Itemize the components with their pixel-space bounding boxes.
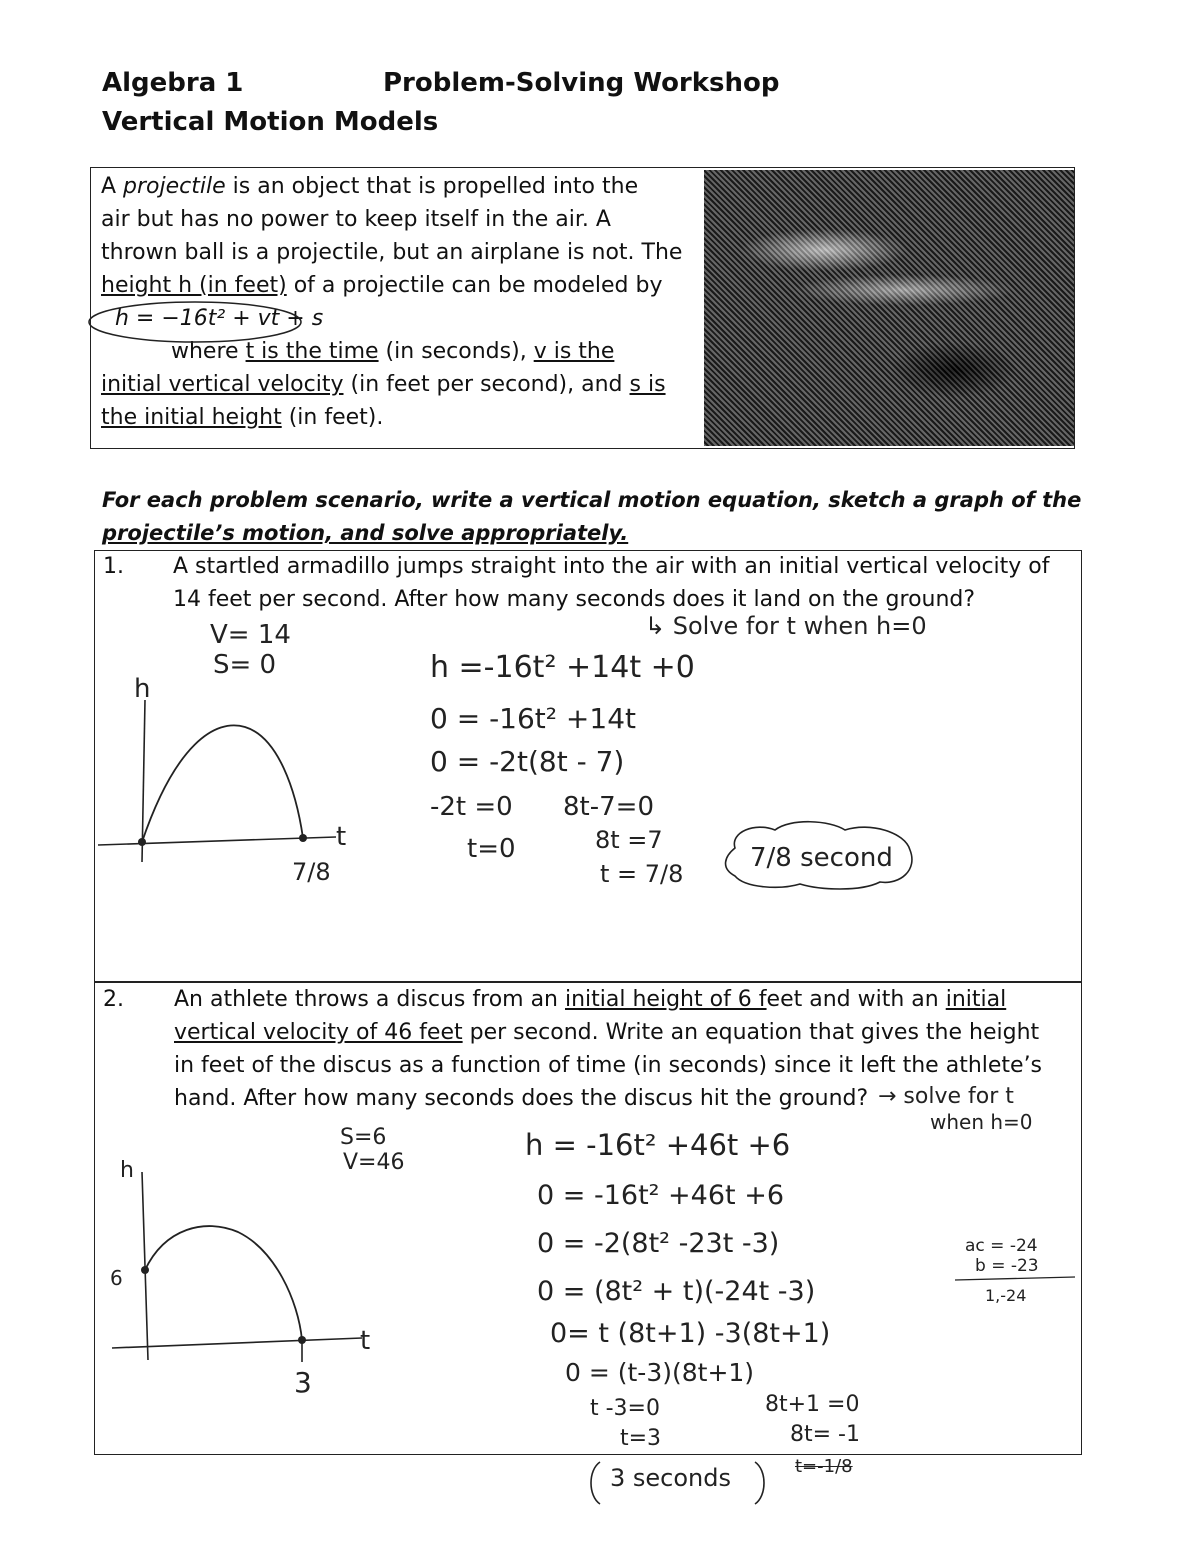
- intro-underlined: v is the: [533, 339, 615, 364]
- problem1-number: 1.: [103, 554, 124, 579]
- problem-underlined: initial: [945, 987, 1007, 1012]
- graph2-root-label: 3: [294, 1366, 312, 1399]
- struck-answer: t=-1/8: [795, 1456, 853, 1477]
- equation: t = 7/8: [600, 860, 684, 888]
- intro-text-e: (in seconds),: [378, 339, 534, 364]
- intro-text-f: (in feet per second), and: [343, 372, 630, 397]
- equation: 0 = -2(8t² -23t -3): [537, 1228, 780, 1259]
- model-formula: h = −16t² + vt + s: [115, 306, 324, 331]
- intro-text-d: where: [171, 339, 246, 364]
- problem-line: eet and with an: [766, 987, 946, 1012]
- given-v: V=46: [343, 1150, 405, 1175]
- instructions-line: For each problem scenario, write a vertical motion equation, sketch a graph of the: [102, 488, 1082, 512]
- intro-line: air but has no power to keep itself in the air. A: [101, 207, 611, 232]
- equation: -2t =0: [430, 792, 513, 822]
- graph2-t-axis: [112, 1338, 362, 1348]
- instructions-line: projectile’s motion, and solve appropriately.: [102, 521, 629, 545]
- problem2-note: → solve for t: [878, 1084, 1014, 1109]
- equation: t -3=0: [590, 1396, 660, 1421]
- intro-text-a: A: [101, 174, 124, 199]
- intro-underlined: height h (in feet): [101, 273, 287, 298]
- side-work: ac = -24: [965, 1236, 1038, 1256]
- graph2-parabola: [145, 1226, 302, 1340]
- graph2-t-label: t: [360, 1326, 371, 1356]
- given-v: V= 14: [210, 620, 291, 650]
- problem-line: in feet of the discus as a function of time (in seconds) since it left the athlete’s: [174, 1053, 1043, 1078]
- problem1-answer: 7/8 second: [750, 843, 893, 873]
- topic-title: Vertical Motion Models: [102, 107, 439, 137]
- graph2-h-label: h: [120, 1158, 134, 1183]
- side-work: b = -23: [975, 1256, 1039, 1276]
- equation: 0 = (t-3)(8t+1): [565, 1358, 755, 1387]
- course-title: Algebra 1: [102, 68, 244, 98]
- graph1-origin-point: [138, 838, 146, 846]
- side-work-divider: [955, 1277, 1075, 1280]
- problem-line: A startled armadillo jumps straight into the air with an initial vertical velocity of: [173, 554, 1050, 579]
- graph1-t-label: t: [336, 822, 347, 852]
- projectile-term: projectile: [123, 174, 226, 199]
- intro-text-c: of a projectile can be modeled by: [286, 273, 663, 298]
- equation: 8t =7: [595, 826, 663, 854]
- problem-underlined: initial height of 6 f: [565, 987, 767, 1012]
- intro-text-b: is an object that is propelled into the: [225, 174, 639, 199]
- equation: h =-16t² +14t +0: [430, 650, 695, 685]
- problem-line: hand. After how many seconds does the discus hit the ground?: [174, 1086, 869, 1111]
- equation: 8t+1 =0: [765, 1392, 860, 1417]
- given-s: S= 0: [213, 650, 277, 680]
- problem2-note: when h=0: [930, 1110, 1033, 1134]
- intro-line: thrown ball is a projectile, but an airplane is not. The: [101, 240, 683, 265]
- given-s: S=6: [340, 1125, 387, 1150]
- equation: 0= t (8t+1) -3(8t+1): [550, 1318, 831, 1349]
- equation: 8t-7=0: [563, 792, 654, 822]
- side-work: 1,-24: [985, 1286, 1027, 1305]
- equation: 0 = -16t² +14t: [430, 702, 636, 735]
- workshop-title: Problem-Solving Workshop: [383, 68, 780, 98]
- graph1-parabola: [142, 725, 303, 842]
- problem2-answer: 3 seconds: [610, 1464, 731, 1492]
- problem-underlined: vertical velocity of 46 feet: [174, 1020, 463, 1045]
- problem-line: 14 feet per second. After how many seconds does it land on the ground?: [173, 587, 976, 612]
- graph1-h-label: h: [134, 674, 151, 704]
- problem2-number: 2.: [103, 987, 124, 1012]
- problem-line: per second. Write an equation that gives the height: [462, 1020, 1040, 1045]
- intro-underlined: initial vertical velocity: [101, 372, 344, 397]
- intro-underlined: t is the time: [245, 339, 379, 364]
- problem1-answer-cloud: [726, 822, 912, 889]
- problem-line: An athlete throws a discus from an: [174, 987, 565, 1012]
- problem1-note: ↳ Solve for t when h=0: [645, 612, 927, 640]
- equation: t=0: [467, 834, 516, 864]
- equation: t=3: [620, 1426, 662, 1451]
- graph2-six-point: [141, 1266, 149, 1274]
- graph2-six-label: 6: [110, 1266, 123, 1290]
- intro-underlined: the initial height: [101, 405, 282, 430]
- equation: 0 = -2t(8t - 7): [430, 745, 625, 778]
- equation: h = -16t² +46t +6: [525, 1128, 791, 1162]
- intro-text-g: (in feet).: [281, 405, 384, 430]
- graph1-root-point: [299, 834, 307, 842]
- intro-underlined: s is: [629, 372, 666, 397]
- equation: 8t= -1: [790, 1422, 860, 1447]
- problem2-answer-bracket: [591, 1462, 764, 1504]
- equation: 0 = (8t² + t)(-24t -3): [537, 1276, 816, 1307]
- graph1-root-label: 7/8: [292, 858, 331, 886]
- equation: 0 = -16t² +46t +6: [537, 1180, 785, 1211]
